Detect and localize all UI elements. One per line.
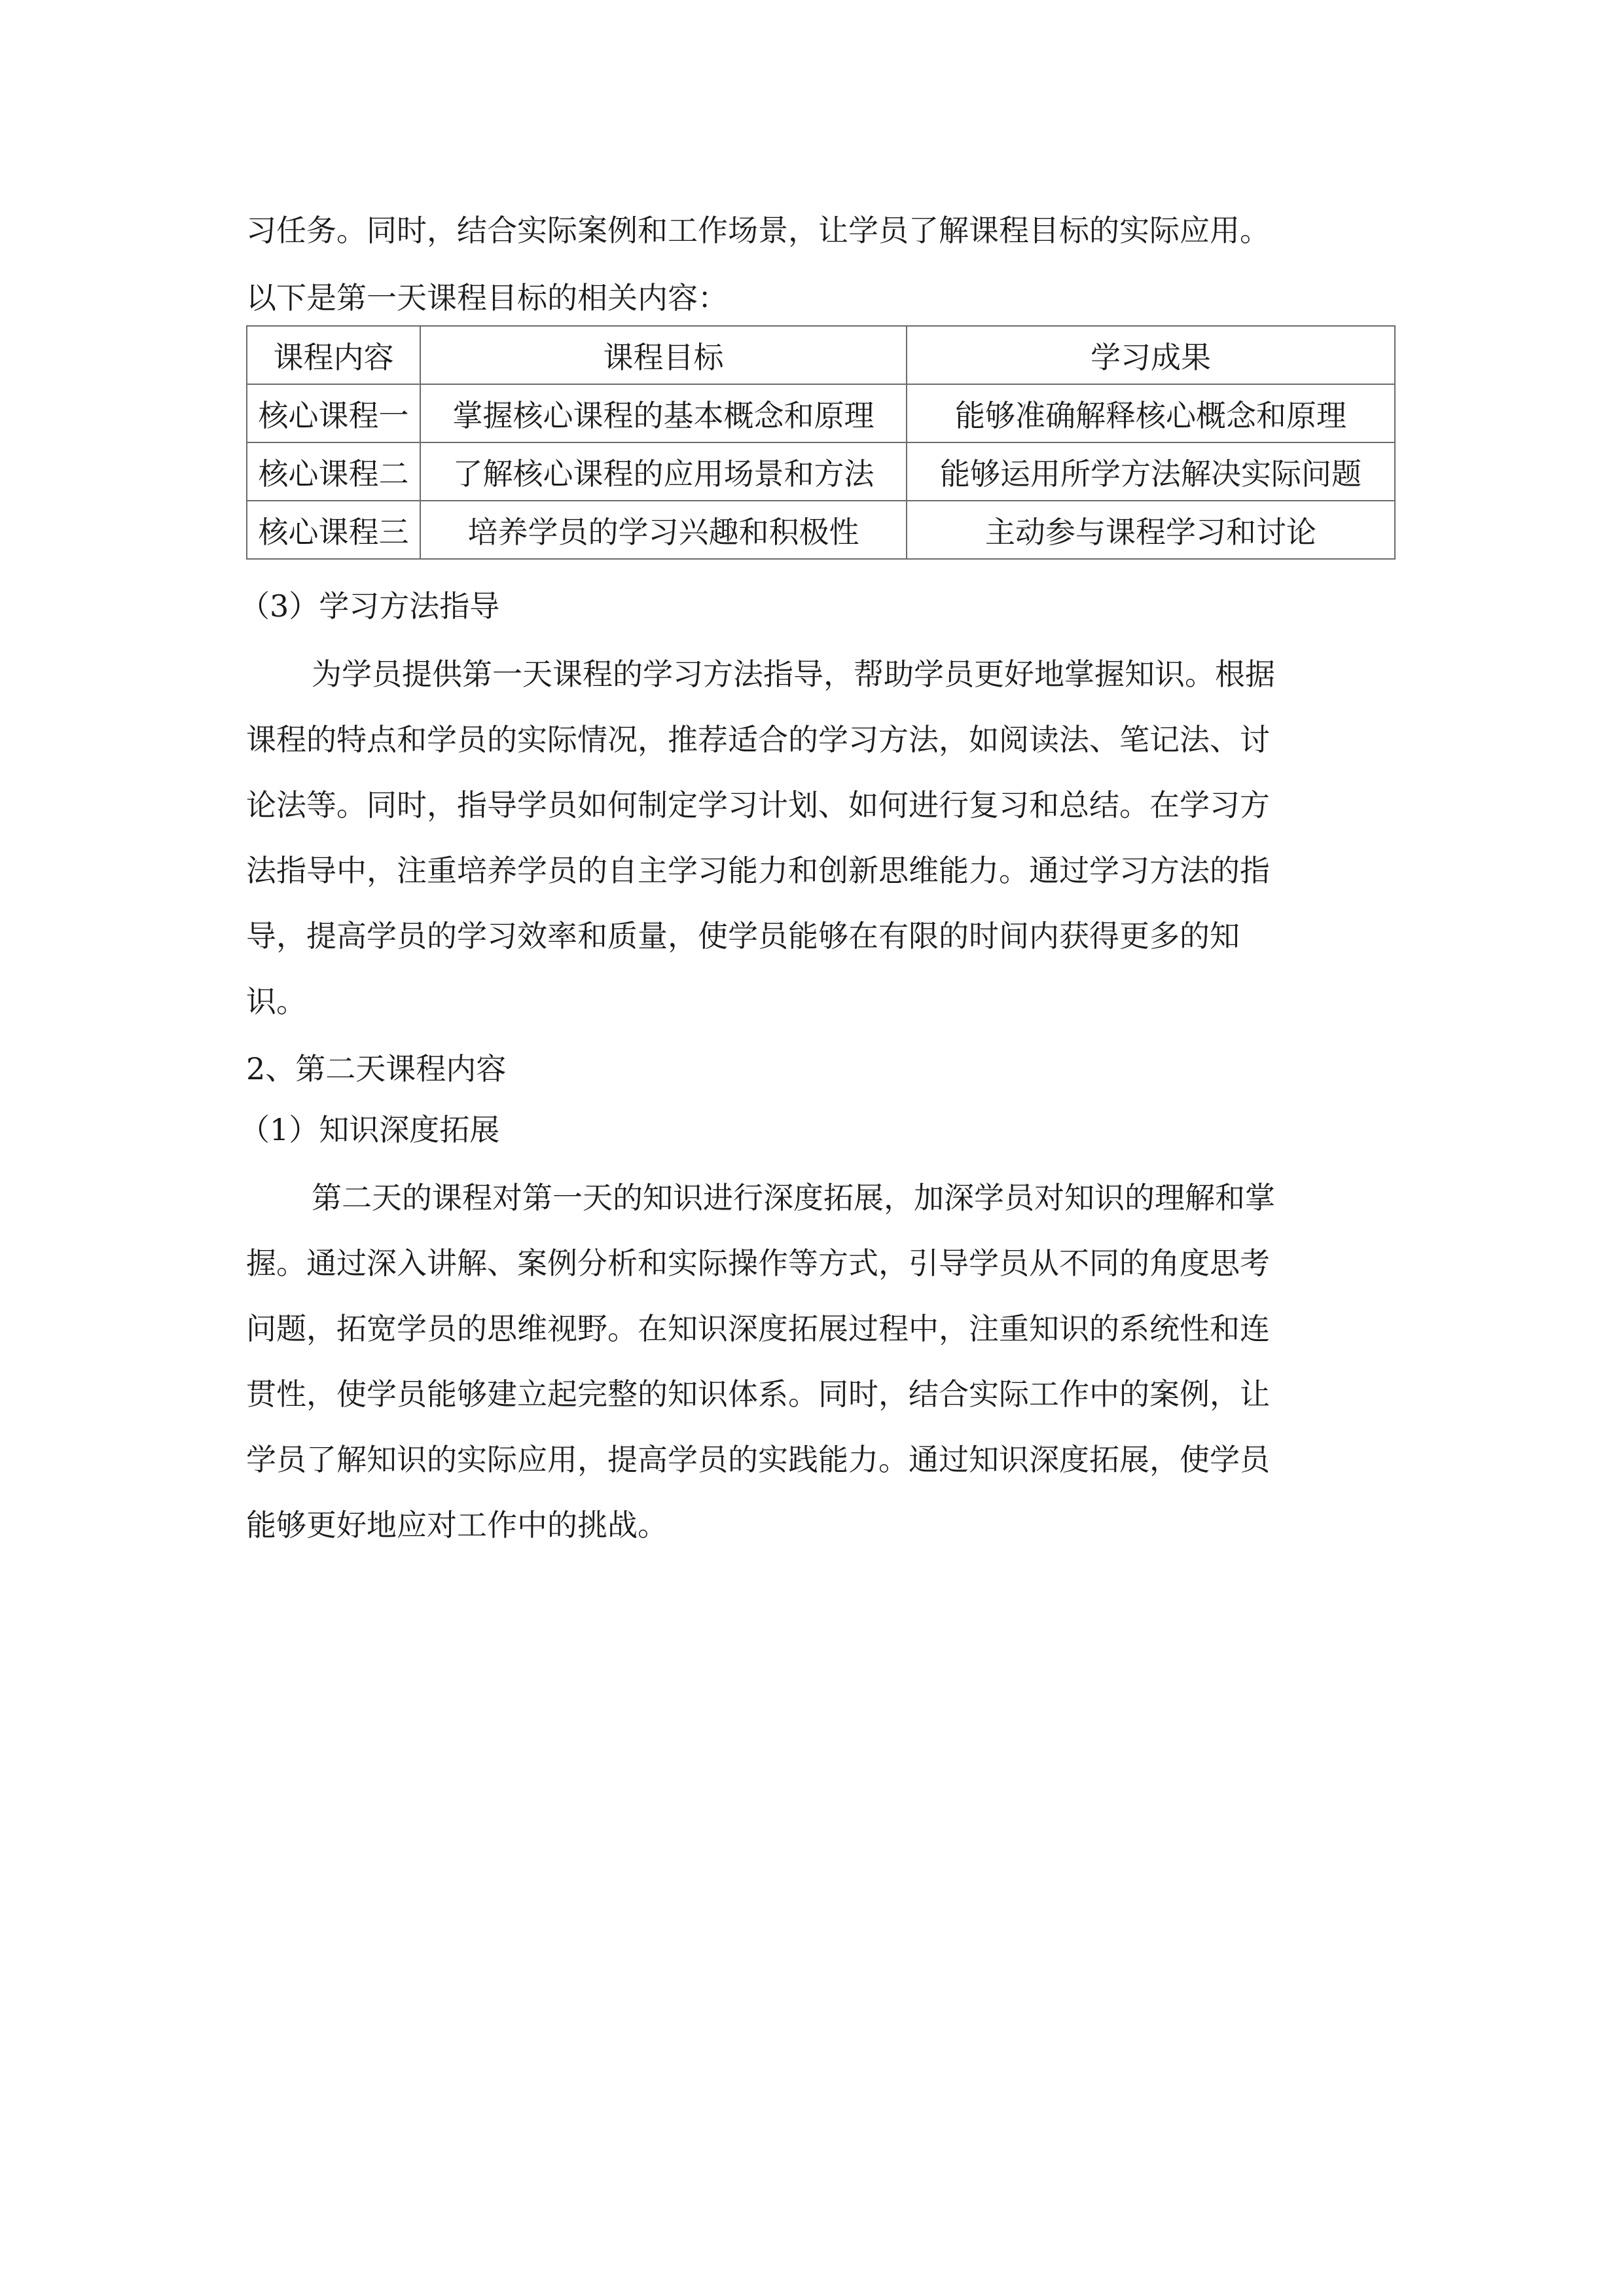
table-cell: 核心课程一 bbox=[247, 384, 420, 442]
paragraph-line: 问题，拓宽学员的思维视野。在知识深度拓展过程中，注重知识的系统性和连 bbox=[246, 1311, 1270, 1346]
table-cell: 核心课程二 bbox=[247, 442, 420, 501]
table-header-row bbox=[247, 326, 1395, 384]
table-header-cell: 学习成果 bbox=[907, 326, 1395, 384]
day-2-sub-heading: （1）知识深度拓展 bbox=[240, 1112, 500, 1147]
table-cell: 主动参与课程学习和讨论 bbox=[907, 501, 1395, 559]
section-3-heading: （3）学习方法指导 bbox=[240, 588, 500, 624]
table-cell: 培养学员的学习兴趣和积极性 bbox=[420, 501, 907, 559]
paragraph-line: 握。通过深入讲解、案例分析和实际操作等方式，引导学员从不同的角度思考 bbox=[246, 1246, 1270, 1281]
paragraph-line: 识。 bbox=[246, 984, 306, 1019]
paragraph-line: 为学员提供第一天课程的学习方法指导，帮助学员更好地掌握知识。根据 bbox=[312, 656, 1275, 692]
table-row bbox=[247, 384, 1395, 442]
intro-line-2: 以下是第一天课程目标的相关内容： bbox=[246, 280, 728, 315]
paragraph-line: 课程的特点和学员的实际情况，推荐适合的学习方法，如阅读法、笔记法、讨 bbox=[246, 722, 1270, 757]
intro-line-1: 习任务。同时，结合实际案例和工作场景，让学员了解课程目标的实际应用。 bbox=[246, 213, 1270, 248]
paragraph-line: 能够更好地应对工作中的挑战。 bbox=[246, 1507, 668, 1543]
course-goals-table bbox=[246, 325, 1396, 560]
table-row bbox=[247, 501, 1395, 559]
paragraph-line: 学员了解知识的实际应用，提高学员的实践能力。通过知识深度拓展，使学员 bbox=[246, 1442, 1270, 1477]
table-cell: 能够准确解释核心概念和原理 bbox=[907, 384, 1395, 442]
paragraph-line: 法指导中，注重培养学员的自主学习能力和创新思维能力。通过学习方法的指 bbox=[246, 853, 1270, 888]
paragraph-line: 导，提高学员的学习效率和质量，使学员能够在有限的时间内获得更多的知 bbox=[246, 918, 1240, 954]
paragraph-line: 论法等。同时，指导学员如何制定学习计划、如何进行复习和总结。在学习方 bbox=[246, 787, 1270, 823]
table-header-cell: 课程目标 bbox=[420, 326, 907, 384]
paragraph-line: 第二天的课程对第一天的知识进行深度拓展，加深学员对知识的理解和掌 bbox=[312, 1180, 1275, 1215]
table-cell: 了解核心课程的应用场景和方法 bbox=[420, 442, 907, 501]
table-row bbox=[247, 442, 1395, 501]
day-2-heading: 2、第二天课程内容 bbox=[246, 1051, 507, 1086]
table-cell: 核心课程三 bbox=[247, 501, 420, 559]
table-cell: 掌握核心课程的基本概念和原理 bbox=[420, 384, 907, 442]
table-cell: 能够运用所学方法解决实际问题 bbox=[907, 442, 1395, 501]
paragraph-line: 贯性，使学员能够建立起完整的知识体系。同时，结合实际工作中的案例，让 bbox=[246, 1376, 1270, 1412]
table-header-cell: 课程内容 bbox=[247, 326, 420, 384]
